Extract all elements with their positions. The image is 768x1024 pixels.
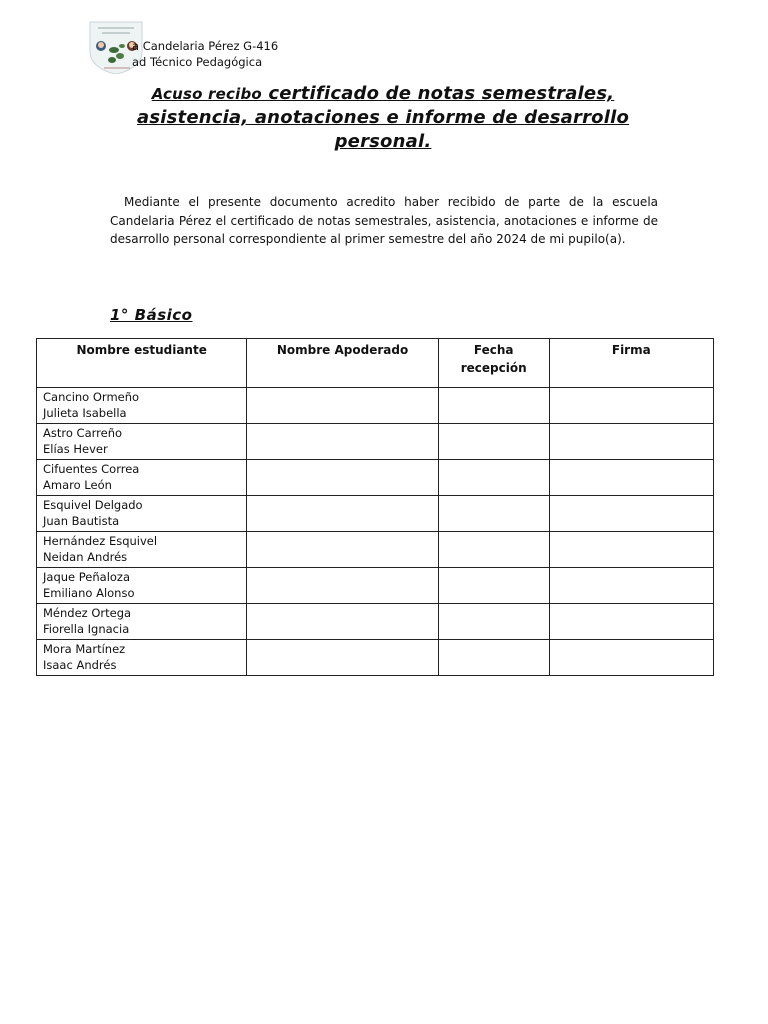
- header-fecha-recepcion: Fecha recepción: [438, 339, 549, 388]
- firma-cell[interactable]: [549, 460, 713, 496]
- fecha-cell[interactable]: [438, 640, 549, 676]
- body-paragraph: Mediante el presente documento acredito haber recibido de parte de la escuela Candelaria Pérez el certificado de notas semestrales, asistencia, anotaciones e informe de desarrollo personal correspondiente al primer semestre del año 2024 de mi pupilo(a).: [110, 195, 658, 246]
- school-header: [132, 38, 278, 70]
- firma-cell[interactable]: [549, 532, 713, 568]
- student-name-cell: [37, 604, 247, 640]
- student-surname: Méndez Ortega: [43, 606, 132, 620]
- table-row: [37, 460, 714, 496]
- student-given-name: Amaro León: [43, 477, 112, 492]
- title-part1: Acuso recibo: [151, 85, 262, 103]
- firma-cell[interactable]: [549, 604, 713, 640]
- apoderado-cell[interactable]: [247, 568, 438, 604]
- table-row: [37, 388, 714, 424]
- table-row: [37, 568, 714, 604]
- apoderado-cell[interactable]: [247, 388, 438, 424]
- apoderado-cell[interactable]: [247, 604, 438, 640]
- firma-cell[interactable]: [549, 388, 713, 424]
- student-surname: Hernández Esquivel: [43, 534, 158, 548]
- student-given-name: Isaac Andrés: [43, 657, 117, 672]
- fecha-cell[interactable]: [438, 604, 549, 640]
- firma-cell[interactable]: [549, 496, 713, 532]
- school-name: a Candelaria Pérez G-416: [132, 39, 279, 53]
- apoderado-cell[interactable]: [247, 460, 438, 496]
- student-surname: Mora Martínez: [43, 642, 126, 656]
- fecha-cell[interactable]: [438, 568, 549, 604]
- roster-table: [36, 338, 714, 676]
- fecha-cell[interactable]: [438, 388, 549, 424]
- table-row: [37, 424, 714, 460]
- table-row: [37, 496, 714, 532]
- header-firma: Firma: [549, 339, 713, 388]
- fecha-cell[interactable]: [438, 496, 549, 532]
- document-title: [100, 82, 666, 154]
- apoderado-cell[interactable]: [247, 640, 438, 676]
- table-row: [37, 640, 714, 676]
- student-given-name: Elías Hever: [43, 441, 108, 456]
- student-given-name: Julieta Isabella: [43, 405, 127, 420]
- header-nombre-apoderado: Nombre Apoderado: [247, 339, 438, 388]
- student-name-cell: [37, 424, 247, 460]
- fecha-cell[interactable]: [438, 424, 549, 460]
- student-given-name: Fiorella Ignacia: [43, 621, 130, 636]
- firma-cell[interactable]: [549, 424, 713, 460]
- firma-cell[interactable]: [549, 640, 713, 676]
- student-name-cell: [37, 460, 247, 496]
- student-surname: Esquivel Delgado: [43, 498, 143, 512]
- title-part2: certificado de notas semestrales, asistencia, anotaciones e informe de desarrollo personal.: [136, 83, 630, 152]
- student-given-name: Juan Bautista: [43, 513, 120, 528]
- table-row: [37, 532, 714, 568]
- fecha-cell[interactable]: [438, 460, 549, 496]
- fecha-cell[interactable]: [438, 532, 549, 568]
- apoderado-cell[interactable]: [247, 496, 438, 532]
- student-surname: Cifuentes Correa: [43, 462, 140, 476]
- student-surname: Jaque Peñaloza: [43, 570, 131, 584]
- student-name-cell: [37, 532, 247, 568]
- apoderado-cell[interactable]: [247, 424, 438, 460]
- student-surname: Cancino Ormeño: [43, 390, 140, 404]
- table-header-row: [37, 339, 714, 388]
- apoderado-cell[interactable]: [247, 532, 438, 568]
- student-surname: Astro Carreño: [43, 426, 123, 440]
- student-given-name: Neidan Andrés: [43, 549, 128, 564]
- table-row: [37, 604, 714, 640]
- firma-cell[interactable]: [549, 568, 713, 604]
- header-nombre-estudiante: Nombre estudiante: [37, 339, 247, 388]
- student-name-cell: [37, 640, 247, 676]
- course-heading: 1° Básico: [110, 306, 193, 324]
- student-name-cell: [37, 388, 247, 424]
- unit-name: ad Técnico Pedagógica: [132, 55, 263, 69]
- roster-body: [37, 388, 714, 676]
- student-name-cell: [37, 568, 247, 604]
- student-name-cell: [37, 496, 247, 532]
- student-given-name: Emiliano Alonso: [43, 585, 135, 600]
